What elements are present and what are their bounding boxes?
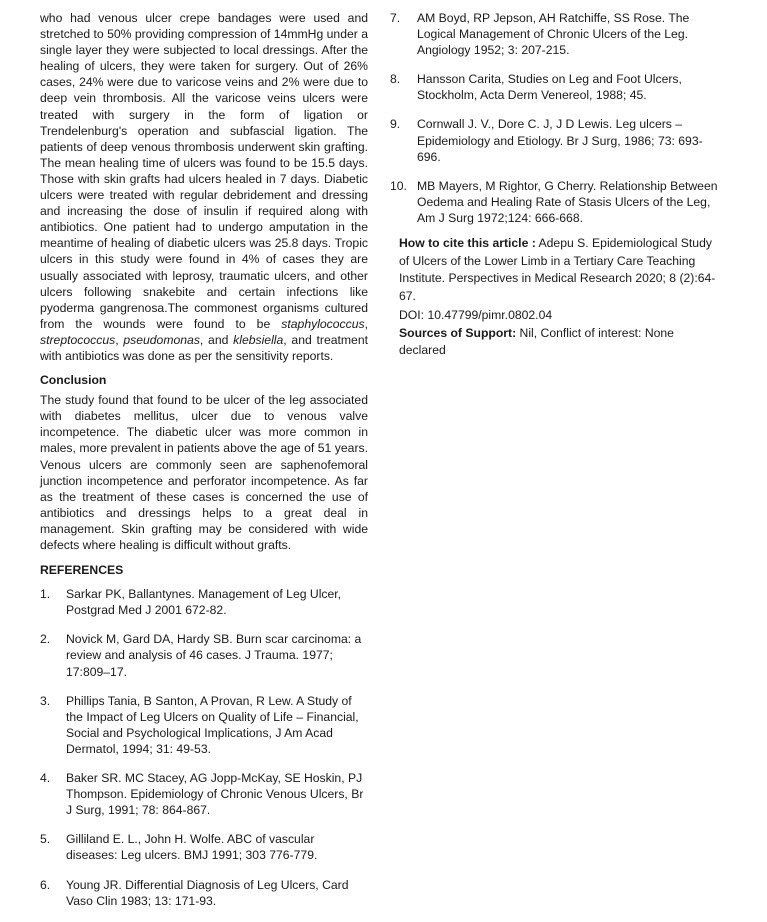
references-heading: REFERENCES	[40, 563, 124, 578]
reference-text: Sarkar PK, Ballantynes. Management of Leg Ulcer, Postgrad Med J 2001 672-82.	[66, 587, 342, 618]
reference-text: Gilliland E. L., John H. Wolfe. ABC of vascular diseases: Leg ulcers. BMJ 1991; 303 776-779.	[66, 832, 318, 863]
reference-number: 5.	[40, 832, 51, 847]
doi-text: DOI: 10.47799/pimr.0802.04	[399, 308, 553, 323]
discussion-text: who had venous ulcer crepe bandages were used and stretched to 50% providing compression of 14mmHg under a single layer they were subjected to local dressings. After the healing of ulcers, they were taken for surgery. Out of 26% cases, 24% were due to varicose veins and 2% were due to deep vein thrombosis. All the varicose veins ulcers were treated with surgery in the form of ligation or Trendelenburg's operation and subfascial ligation. The patients of deep venous thrombosis underwent skin grafting. The mean healing time of ulcers was found to be 15.5 days. Those with skin grafts had ulcers healed in 7 days. Diabetic ulcers were treated with regular debridement and dressing and increasing the dose of insulin if required along with antibiotics. One patient had to undergo amputation in the meantime of healing of diabetic ulcers was 25.8 days. Tropic ulcers in this study were found in 4% of cases they are usually associated with leprosy, traumatic ulcers, and other ulcers following snakebite and certain infections like pyoderma gangrenosa.The commonest organisms cultured from the wounds were found to be	[40, 11, 368, 331]
reference-item	[40, 693, 368, 757]
conclusion-paragraph: The study found that found to be ulcer of the leg associated with diabetes mellitus, ulcer due to venous valve incompetence. The diabetic ulcer was more common in males, more prevalent in patients above the age of 51 years. Venous ulcers are commonly seen are saphenofemoral junction incompetence and perforator incompetence. As far as the treatment of these cases is concerned the use of antibiotics and dressings helps to a great deal in management. Skin grafting may be considered with wide defects where healing is difficult without grafts.	[40, 393, 368, 552]
left-column	[40, 10, 368, 922]
conclusion-heading: Conclusion	[40, 373, 107, 388]
reference-text: Hansson Carita, Studies on Leg and Foot Ulcers, Stockholm, Acta Derm Venereol, 1988; 45.	[417, 72, 682, 103]
reference-item	[40, 631, 368, 679]
support-line	[399, 325, 720, 360]
organism-name: klebsiella	[233, 332, 284, 347]
cite-label: How to cite this article :	[399, 236, 536, 251]
organism-name: streptococcus	[40, 332, 116, 347]
reference-number: 6.	[40, 877, 51, 892]
reference-item	[40, 586, 368, 618]
reference-number: 1.	[40, 587, 51, 602]
discussion-tail: , and treatment with antibiotics was done as per the sensitivity reports.	[40, 332, 368, 363]
organism-separator: ,	[115, 332, 124, 347]
reference-number: 4.	[40, 771, 51, 786]
reference-text: Young JR. Differential Diagnosis of Leg Ulcers, Card Vaso Clin 1983; 13: 171-93.	[66, 877, 349, 908]
reference-text: Novick M, Gard DA, Hardy SB. Burn scar carcinoma: a review and analysis of 46 cases. J Trauma. 1977; 17:809–17.	[66, 632, 362, 679]
reference-text: MB Mayers, M Rightor, G Cherry. Relationship Between Oedema and Healing Rate of Stasis Ulcers of the Leg, Am J Surg 1972;124: 666-668.	[417, 178, 718, 225]
reference-number: 7.	[390, 11, 401, 25]
reference-item	[390, 10, 720, 58]
reference-text: Phillips Tania, B Santon, A Provan, R Lew. A Study of the Impact of Leg Ulcers on Quality of Life – Financial, Social and Psychological Implications, J Am Acad Dermatol, 1994; 31: 49-53.	[66, 693, 359, 756]
support-label: Sources of Support:	[399, 325, 517, 340]
organism-separator: , and	[199, 332, 234, 347]
reference-item	[390, 178, 720, 226]
how-to-cite	[399, 235, 720, 305]
reference-item	[40, 831, 368, 863]
reference-text: Cornwall J. V., Dore C. J, J D Lewis. Leg ulcers – Epidemiology and Etiology. Br J Surg, 1986; 73: 693-696.	[417, 117, 703, 164]
support-text: Nil, Conflict of interest: None declared	[399, 325, 674, 358]
discussion-paragraph	[40, 10, 368, 364]
reference-text: Baker SR. MC Stacey, AG Jopp-McKay, SE Hoskin, PJ Thompson. Epidemiology of Chronic Venous Ulcers, Br J Surg, 1991; 78: 864-867.	[66, 771, 364, 818]
cite-text: Adepu S. Epidemiological Study of Ulcers of the Lower Limb in a Tertiary Care Teaching Institute. Perspectives in Medical Research 2020; 8 (2):64-67.	[399, 236, 716, 303]
right-column	[390, 10, 720, 360]
reference-number: 9.	[390, 117, 401, 132]
reference-number: 10.	[390, 178, 407, 193]
citation-block	[399, 235, 720, 360]
organism-name: staphylococcus	[281, 316, 365, 331]
reference-number: 2.	[40, 632, 51, 647]
reference-item	[390, 116, 720, 164]
reference-list	[40, 586, 368, 909]
reference-text: AM Boyd, RP Jepson, AH Ratchiffe, SS Rose. The Logical Management of Chronic Ulcers of the Leg. Angiology 1952; 3: 207-215.	[417, 11, 690, 58]
reference-item	[40, 770, 368, 818]
reference-item	[40, 877, 368, 909]
reference-number: 3.	[40, 693, 51, 708]
reference-number: 8.	[390, 72, 401, 87]
organism-separator: ,	[364, 316, 368, 331]
reference-list-continued	[390, 10, 720, 226]
reference-item	[390, 71, 720, 103]
organism-name: pseudomonas	[123, 332, 200, 347]
